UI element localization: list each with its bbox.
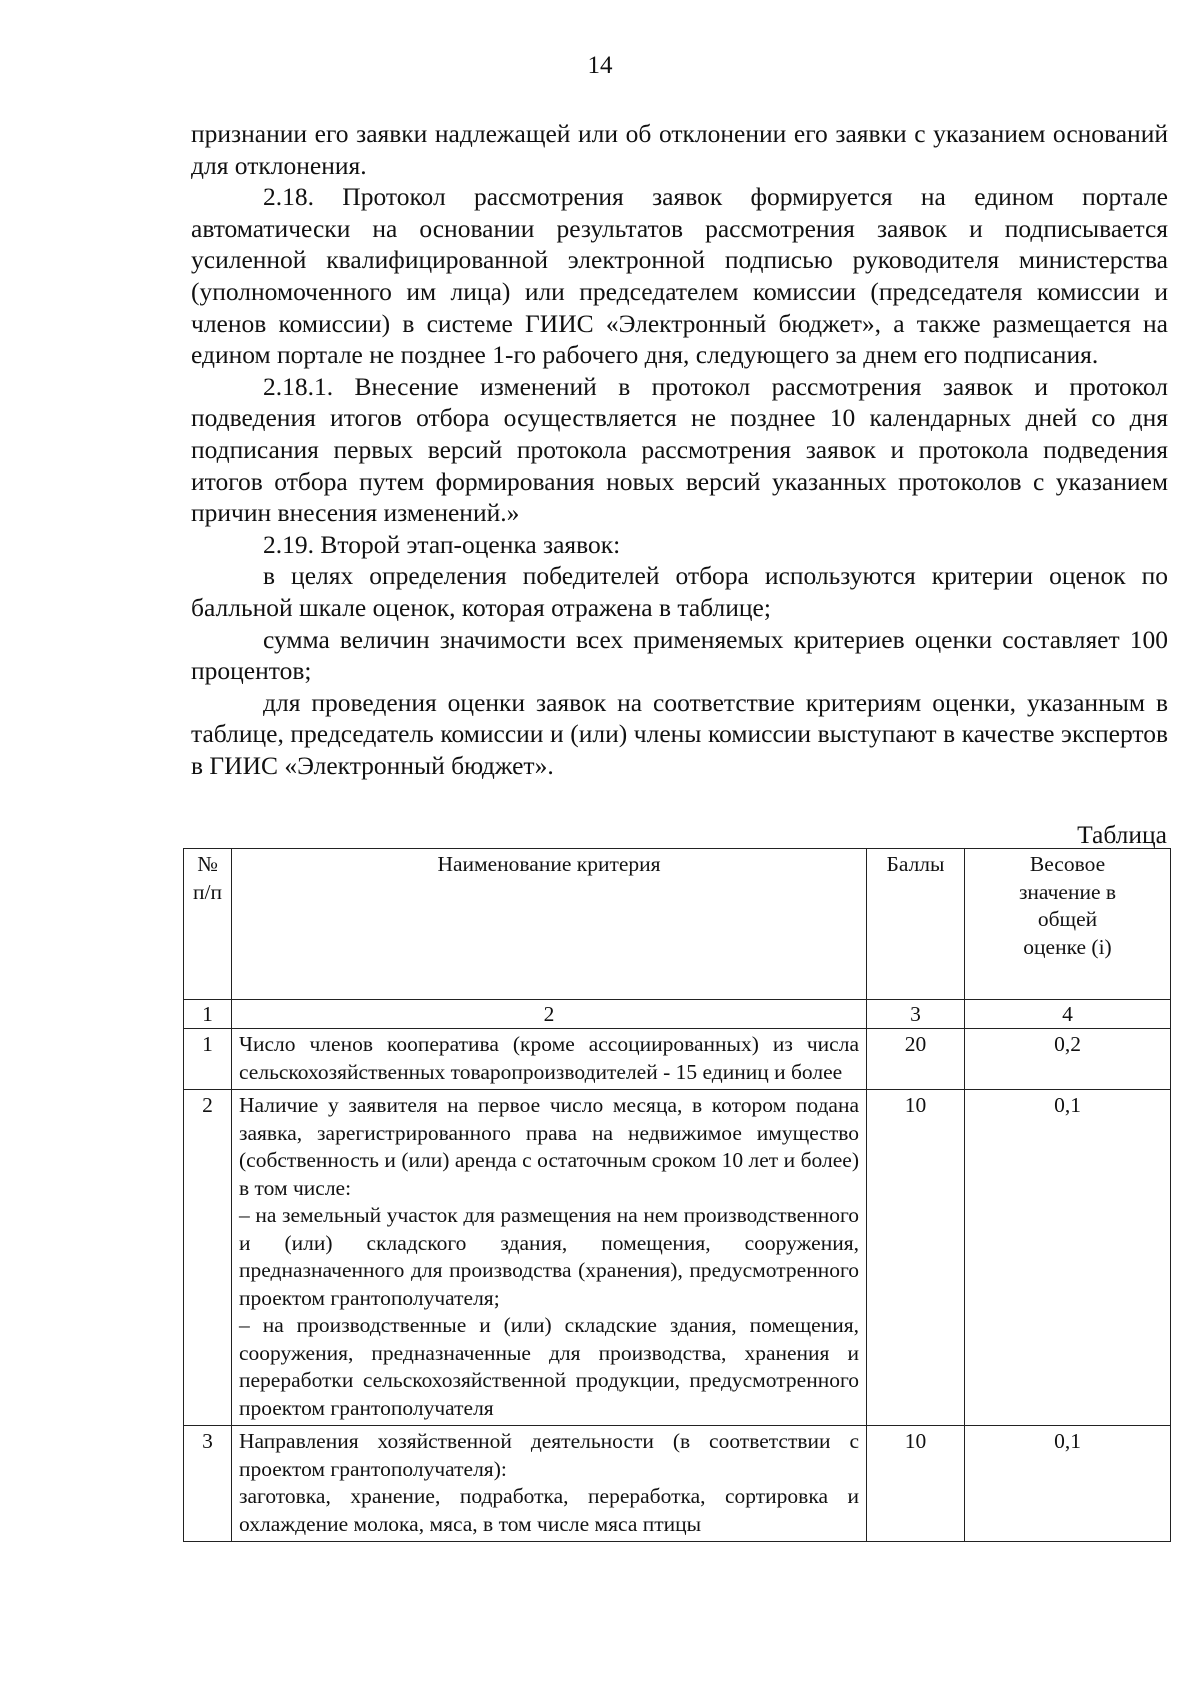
header-weight: Весовое значение в общей оценке (i): [965, 849, 1171, 1000]
criterion-points: 10: [867, 1090, 965, 1426]
row-num: 1: [184, 1029, 232, 1090]
criterion-name: [232, 1090, 867, 1426]
column-number: 3: [867, 1000, 965, 1029]
column-number: 2: [232, 1000, 867, 1029]
table-row: [184, 1029, 1171, 1090]
paragraph: в целях определения победителей отбора используются критерии оценок по балльной шкале оценок, которая отражена в таблице;: [191, 561, 1168, 622]
criterion-weight: 0,1: [965, 1090, 1171, 1426]
table-header-row: [184, 849, 1171, 1000]
row-num: 2: [184, 1090, 232, 1426]
column-number: 1: [184, 1000, 232, 1029]
header-name: Наименование критерия: [232, 849, 867, 1000]
criterion-weight: 0,1: [965, 1426, 1171, 1542]
paragraph: для проведения оценки заявок на соответствие критериям оценки, указанным в таблице, председатель комиссии и (или) члены комиссии выступают в качестве экспертов в ГИИС «Электронный бюджет».: [191, 687, 1168, 780]
paragraph-2-18: 2.18. Протокол рассмотрения заявок формируется на едином портале автоматически на основании результатов рассмотрения заявок и подписывается усиленной квалифицированной электронной подписью руководителя министерства (уполномоченного им лица) или председателем комиссии (председателя комиссии и членов комиссии) в системе ГИИС «Электронный бюджет», а также размещается на едином портале не позднее 1-го рабочего дня, следующего за днем его подписания.: [191, 182, 1168, 370]
criterion-text: – на производственные и (или) складские здания, помещения, сооружения, предназначенные для производства, хранения и переработки сельскохозяйственной продукции, предусмотренного проектом грантополучателя: [239, 1313, 859, 1420]
header-num: № п/п: [184, 849, 232, 1000]
criterion-text: Направления хозяйственной деятельности (в соответствии с проектом грантополучателя):: [239, 1429, 859, 1481]
row-num: 3: [184, 1426, 232, 1542]
paragraph: сумма величин значимости всех применяемых критериев оценки составляет 100 процентов;: [191, 624, 1168, 686]
page-number: 14: [587, 52, 613, 79]
column-number: 4: [965, 1000, 1171, 1029]
table-row: [184, 1426, 1171, 1542]
table-row: [184, 1090, 1171, 1426]
criterion-text: – на земельный участок для размещения на нем производственного и (или) складского здания, помещения, сооружения, предназначенного для производства (хранения), предусмотренного проектом грантополучателя;: [239, 1203, 859, 1310]
criterion-text: заготовка, хранение, подработка, переработка, сортировка и охлаждение молока, мяса, в том числе мяса птицы: [239, 1484, 859, 1536]
criterion-name: [232, 1426, 867, 1542]
criterion-points: 20: [867, 1029, 965, 1090]
table-caption: Таблица: [1077, 820, 1167, 849]
criterion-text: Наличие у заявителя на первое число месяца, в котором подана заявка, зарегистрированного права на недвижимое имущество (собственность и (или) аренда с остаточным сроком 10 лет и более) в том числе:: [239, 1093, 859, 1200]
column-number-row: [184, 1000, 1171, 1029]
criterion-text: Число членов кооператива (кроме ассоциированных) из числа сельскохозяйственных товаропроизводителей - 15 единиц и более: [239, 1032, 859, 1084]
paragraph: признании его заявки надлежащей или об отклонении его заявки с указанием оснований для отклонения.: [191, 119, 1168, 180]
header-points: Баллы: [867, 849, 965, 1000]
paragraph-2-19: 2.19. Второй этап-оценка заявок:: [263, 529, 621, 559]
paragraph-2-18-1: 2.18.1. Внесение изменений в протокол рассмотрения заявок и протокол подведения итогов отбора осуществляется не позднее 10 календарных дней со дня подписания первых версий протокола рассмотрения заявок и протокола подведения итогов отбора путем формирования новых версий указанных протоколов с указанием причин внесения изменений.»: [191, 371, 1168, 528]
criterion-weight: 0,2: [965, 1029, 1171, 1090]
body-text: [191, 118, 1168, 781]
criterion-points: 10: [867, 1426, 965, 1542]
criteria-table: [183, 848, 1171, 1542]
criterion-name: [232, 1029, 867, 1090]
